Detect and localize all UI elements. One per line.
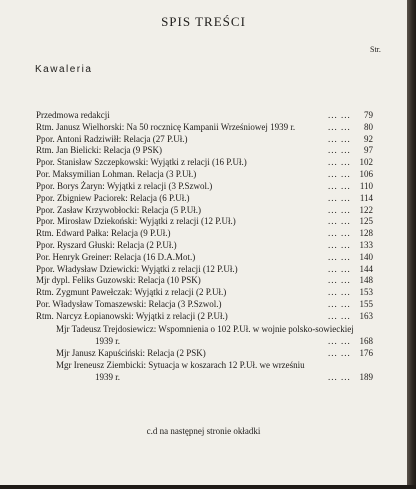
leader-dots: ... ... xyxy=(328,157,351,167)
toc-page-number: 133 xyxy=(359,240,373,250)
leader-dots: ... ... xyxy=(328,299,351,309)
toc-entry-title: Rtm. Narcyz Łopianowski: Wyjątki z relacji (2 P.Uł.) xyxy=(36,311,228,321)
toc-entry-title: Ppor. Stanisław Szczepkowski: Wyjątki z relacji (16 P.Uł.) xyxy=(36,157,247,167)
toc-entry xyxy=(0,252,375,264)
toc-entry-title: Mjr Janusz Kapuściński: Relacja (2 PSK) xyxy=(56,348,206,358)
toc-entry-title: Ppor. Borys Żaryn: Wyjątki z relacji (3 P.Szwol.) xyxy=(36,181,213,191)
toc-entry xyxy=(0,157,375,169)
toc-entry-title: Por. Władysław Tomaszewski: Relacja (3 P.Szwol.) xyxy=(36,299,222,309)
toc-entry-title: Przedmowa redakcji xyxy=(36,110,110,120)
toc-entry xyxy=(0,216,375,228)
leader-dots: ... ... xyxy=(328,336,351,346)
toc-entry xyxy=(0,311,375,323)
leader-dots: ... ... xyxy=(328,145,351,155)
toc-page-number: 155 xyxy=(359,299,373,309)
toc-page-number: 125 xyxy=(359,216,373,226)
leader-dots: ... ... xyxy=(328,181,351,191)
toc-page-number: 92 xyxy=(364,134,373,144)
leader-dots: ... ... xyxy=(328,311,351,321)
toc-entry xyxy=(0,110,375,122)
toc-entry-title: Por. Maksymilian Lohman. Relacja (3 P.Uł.) xyxy=(36,169,197,179)
leader-dots: ... ... xyxy=(328,110,351,120)
toc-page-number: 128 xyxy=(359,228,373,238)
toc-entry-title: Rtm. Zygmunt Pawełczak: Wyjątki z relacji (2 P.Uł.) xyxy=(36,287,227,297)
toc-page-number: 168 xyxy=(359,336,373,346)
toc-page-number: 176 xyxy=(359,348,373,358)
toc-entry xyxy=(0,193,375,205)
toc-page-number: 163 xyxy=(359,311,373,321)
toc-entry xyxy=(0,348,375,360)
page-title: SPIS TREŚCI xyxy=(161,14,246,29)
toc-entry xyxy=(0,122,375,134)
toc-page-number: 114 xyxy=(359,193,373,203)
toc-entry-title: Ppor. Władysław Dziewicki: Wyjątki z relacji (12 P.Uł.) xyxy=(36,264,238,274)
toc-page-number: 140 xyxy=(359,252,373,262)
leader-dots: ... ... xyxy=(328,287,351,297)
toc-entry-title: Ppor. Ryszard Głuski: Relacja (2 P.Uł.) xyxy=(36,240,177,250)
toc-entry xyxy=(0,275,375,287)
page-bottom-edge xyxy=(0,485,416,489)
leader-dots: ... ... xyxy=(328,228,351,238)
toc-entry-title: Mjr dypl. Feliks Guzowski: Relacja (10 PSK) xyxy=(36,275,201,285)
leader-dots: ... ... xyxy=(328,240,351,250)
toc-entry xyxy=(0,360,375,386)
leader-dots: ... ... xyxy=(328,134,351,144)
leader-dots: ... ... xyxy=(328,205,351,215)
toc-entry-title: Ppor. Mirosław Dziekoński: Wyjątki z relacji (12 P.Uł.) xyxy=(36,216,236,226)
section-heading: Kawaleria xyxy=(35,64,93,75)
toc-page-number: 97 xyxy=(364,145,373,155)
toc-entry xyxy=(0,240,375,252)
toc-entry xyxy=(0,287,375,299)
toc-page-number: 153 xyxy=(359,287,373,297)
toc-entry-title-continued: 1939 r. xyxy=(95,372,121,382)
leader-dots: ... ... xyxy=(328,169,351,179)
leader-dots: ... ... xyxy=(328,122,351,132)
toc-entry-title: Mgr Ireneusz Ziembicki: Sytuacja w koszarach 12 P.Uł. we wrześniu xyxy=(56,360,305,370)
toc-entry xyxy=(0,145,375,157)
toc-page-number: 110 xyxy=(359,181,373,191)
toc-entry-title: Rtm. Edward Pałka: Relacja (9 P.Uł.) xyxy=(36,228,171,238)
toc-entry xyxy=(0,169,375,181)
leader-dots: ... ... xyxy=(328,252,351,262)
toc-page-number: 148 xyxy=(359,275,373,285)
toc-entry-title: Ppor. Zbigniew Paciorek: Relacja (6 P.Uł.) xyxy=(36,193,190,203)
toc-entry xyxy=(0,324,375,350)
toc-page-number: 79 xyxy=(364,110,373,120)
toc-entry xyxy=(0,228,375,240)
toc-entry-title: Ppor. Antoni Radziwiłł: Relacja (27 P.Uł.) xyxy=(36,134,188,144)
toc-page-number: 122 xyxy=(359,205,373,215)
toc-entry xyxy=(0,299,375,311)
leader-dots: ... ... xyxy=(328,348,351,358)
binding-edge xyxy=(407,0,416,489)
toc-page-number: 102 xyxy=(359,157,373,167)
toc-entry-title-continued: 1939 r. xyxy=(95,336,121,346)
leader-dots: ... ... xyxy=(328,193,351,203)
continuation-note: c.d na następnej stronie okładki xyxy=(146,426,261,436)
leader-dots: ... ... xyxy=(328,264,351,274)
toc-entry-title: Rtm. Jan Bielicki: Relacja (9 PSK) xyxy=(36,145,162,155)
toc-entry-title: Mjr Tadeusz Trejdosiewicz: Wspomnienia o 102 P.Uł. w wojnie polsko-sowieckiej xyxy=(56,324,354,334)
leader-dots: ... ... xyxy=(328,275,351,285)
toc-page-number: 80 xyxy=(364,122,373,132)
leader-dots: ... ... xyxy=(328,372,351,382)
leader-dots: ... ... xyxy=(328,216,351,226)
page-column-label: Str. xyxy=(370,45,381,54)
toc-entry xyxy=(0,181,375,193)
toc-page-number: 144 xyxy=(359,264,373,274)
toc-entry-title: Rtm. Janusz Wielhorski: Na 50 rocznicę Kampanii Wrześniowej 1939 r. xyxy=(36,122,296,132)
toc-entry-title: Ppor. Zasław Krzywobłocki: Relacja (5 P.Uł.) xyxy=(36,205,201,215)
toc-page-number: 189 xyxy=(359,372,373,382)
toc-entry-title: Por. Henryk Greiner: Relacja (16 D.A.Mot.) xyxy=(36,252,196,262)
toc-page-number: 106 xyxy=(359,169,373,179)
